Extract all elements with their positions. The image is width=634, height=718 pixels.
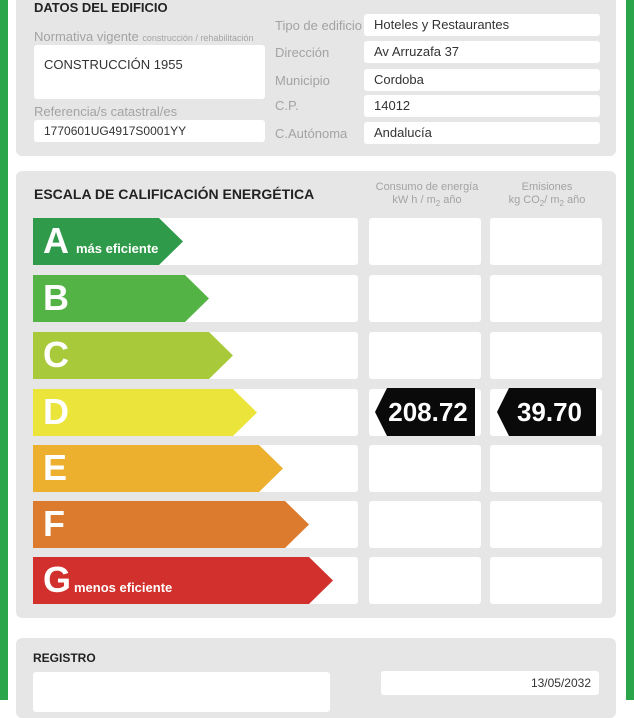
registro-date: 13/05/2032 — [530, 676, 591, 690]
rating-letter-f: F — [43, 503, 65, 544]
referencia-value-box — [34, 120, 265, 142]
emisiones-cell-g — [490, 557, 602, 604]
building-data-heading: DATOS DEL EDIFICIO — [34, 0, 168, 15]
registro-panel — [16, 638, 616, 718]
field-label-tipo: Tipo de edificio — [275, 18, 362, 33]
rating-letter-e: E — [43, 447, 68, 488]
consumo-cell-b — [369, 275, 481, 322]
emisiones-column-header: Emisiones kg $CO_2/$ $m_2$ año — [508, 181, 586, 209]
field-value-cp: 14012 — [374, 98, 411, 113]
emisiones-cell-c — [490, 332, 602, 379]
rating-letter-c: C — [43, 334, 69, 375]
referencia-label: Referencia/s catastral/es — [34, 104, 178, 119]
registro-number-box — [33, 672, 330, 712]
normativa-label: Normativa vigente construcción / rehabilitación — [34, 29, 254, 44]
rating-arrow-c — [33, 332, 233, 379]
rating-letter-d: D — [43, 391, 69, 432]
emisiones-cell-b — [490, 275, 602, 322]
rating-arrow-d — [33, 389, 257, 436]
consumo-column-header: Consumo de energía kW h / $m_2$ año — [375, 181, 479, 209]
rating-suffix-g: menos eficiente — [74, 580, 173, 595]
consumo-cell-a — [369, 218, 481, 265]
field-box-tipo — [364, 14, 600, 36]
rating-letter-b: B — [43, 277, 69, 318]
rating-arrow-shape-f — [33, 501, 309, 548]
energy-scale-heading: ESCALA DE CALIFICACIÓN ENERGÉTICA — [34, 186, 315, 202]
consumo-rating-badge-value: 208.72 — [388, 397, 468, 427]
consumo-rating-badge — [375, 388, 475, 436]
field-label-direccion: Dirección — [275, 45, 330, 60]
consumo-cell-g — [369, 557, 481, 604]
building-data-panel — [16, 0, 616, 156]
green-border-right — [626, 0, 634, 700]
referencia-value: 1770601UG4917S0001YY — [44, 124, 187, 138]
consumo-cell-f — [369, 501, 481, 548]
normativa-value-box — [34, 45, 265, 99]
rating-arrow-b — [33, 275, 209, 322]
consumo-cell-e — [369, 445, 481, 492]
field-label-cp: C.P. — [275, 98, 299, 113]
registro-date-box — [381, 671, 599, 695]
emisiones-rating-badge — [497, 388, 596, 436]
field-box-cp — [364, 95, 600, 117]
rating-arrow-g — [33, 557, 333, 604]
consumo-cell-c — [369, 332, 481, 379]
rating-letter-g: G — [43, 559, 72, 600]
normativa-value: CONSTRUCCIÓN 1955 — [44, 57, 183, 72]
rating-arrow-e — [33, 445, 283, 492]
emisiones-rating-badge-value: 39.70 — [516, 397, 583, 427]
field-value-comunidad: Andalucía — [374, 125, 432, 140]
green-border-left — [0, 0, 8, 700]
field-box-municipio — [364, 69, 600, 91]
field-value-municipio: Cordoba — [374, 72, 424, 87]
field-value-tipo: Hoteles y Restaurantes — [374, 17, 510, 32]
field-value-direccion: Av Arruzafa 37 — [374, 44, 460, 59]
field-box-direccion — [364, 41, 600, 63]
emisiones-cell-e — [490, 445, 602, 492]
emisiones-cell-a — [490, 218, 602, 265]
rating-suffix-a: más eficiente — [76, 241, 159, 256]
emisiones-cell-f — [490, 501, 602, 548]
field-label-comunidad: C.Autónoma — [275, 126, 348, 141]
field-label-municipio: Municipio — [275, 73, 330, 88]
field-box-comunidad — [364, 122, 600, 144]
rating-arrow-a — [33, 218, 183, 265]
rating-arrow-shape-e — [33, 445, 283, 492]
rating-arrow-f — [33, 501, 309, 548]
rating-letter-a: A — [43, 220, 69, 261]
registro-heading: REGISTRO — [33, 651, 96, 665]
